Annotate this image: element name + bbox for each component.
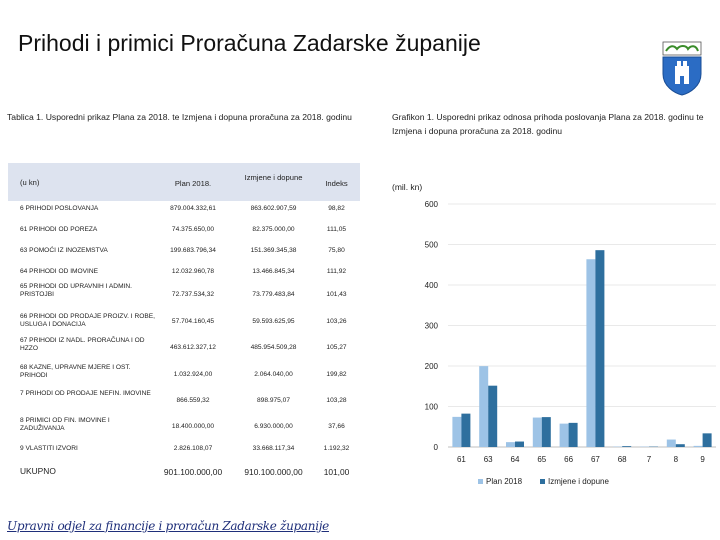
bar-plan-61 xyxy=(452,417,461,447)
row-name: 6 PRIHODI POSLOVANJA xyxy=(20,205,99,212)
y-tick-label: 300 xyxy=(424,321,438,331)
row-index: 37,66 xyxy=(328,423,345,430)
y-tick-label: 0 xyxy=(433,443,438,452)
bar-izmjene-8 xyxy=(676,444,685,447)
row-index: 111,05 xyxy=(326,226,347,233)
row-plan: 199.683.796,34 xyxy=(170,247,216,254)
row-changes: 898.975,07 xyxy=(256,397,290,404)
row-changes: 73.779.483,84 xyxy=(252,291,295,298)
x-tick-label: 7 xyxy=(646,455,652,464)
header-unit: (u kn) xyxy=(20,178,40,187)
total-index: 101,00 xyxy=(323,467,350,477)
y-tick-label: 600 xyxy=(424,200,438,209)
row-name: 61 PRIHODI OD POREZA xyxy=(20,226,98,233)
table-caption: Tablica 1. Usporedni prikaz Plana za 2018. te Izmjena i dopuna proračuna za 2018. godinu xyxy=(7,112,352,122)
row-changes: 863.602.907,59 xyxy=(250,205,297,212)
bar-plan-64 xyxy=(506,442,515,447)
row-name: 64 PRIHODI OD IMOVINE xyxy=(20,268,99,275)
y-tick-label: 200 xyxy=(424,362,438,371)
row-changes: 13.466.845,34 xyxy=(252,268,295,275)
x-tick-label: 61 xyxy=(456,455,466,464)
row-name: 8 PRIMICI OD FIN. IMOVINE I ZADUŽIVANJA xyxy=(20,417,110,432)
row-plan: 18.400.000,00 xyxy=(171,423,215,430)
bar-izmjene-65 xyxy=(542,417,551,447)
x-tick-label: 67 xyxy=(590,455,600,464)
row-plan: 74.375.650,00 xyxy=(171,226,215,233)
bar-izmjene-61 xyxy=(461,414,470,447)
row-plan: 57.704.160,45 xyxy=(171,318,215,325)
total-plan: 901.100.000,00 xyxy=(163,467,223,477)
x-tick-label: 64 xyxy=(510,455,520,464)
x-tick-label: 8 xyxy=(673,455,679,464)
x-tick-label: 63 xyxy=(483,455,493,464)
row-name: 67 PRIHODI IZ NADL. PRORAČUNA I OD HZZO xyxy=(20,337,145,352)
row-changes: 151.369.345,38 xyxy=(250,247,297,254)
row-index: 199,82 xyxy=(326,371,347,378)
bar-izmjene-66 xyxy=(569,423,578,447)
bar-izmjene-64 xyxy=(515,442,524,447)
row-name: 63 POMOĆI IZ INOZEMSTVA xyxy=(20,247,108,254)
x-tick-label: 66 xyxy=(564,455,574,464)
footer-department: Upravni odjel za financije i proračun Zadarske županije xyxy=(7,519,329,533)
bar-plan-66 xyxy=(560,424,569,447)
bar-izmjene-67 xyxy=(595,250,604,447)
row-name: 65 PRIHODI OD UPRAVNIH I ADMIN. PRISTOJBI xyxy=(20,283,132,298)
header-changes: Izmjene i dopune xyxy=(244,173,303,182)
row-plan: 866.559,32 xyxy=(176,397,210,404)
row-changes: 82.375.000,00 xyxy=(252,226,295,233)
bar-plan-63 xyxy=(479,366,488,447)
row-changes: 485.954.509,28 xyxy=(250,344,297,351)
header-plan: Plan 2018. xyxy=(174,179,212,188)
row-index: 103,26 xyxy=(326,318,347,325)
row-changes: 59.593.625,95 xyxy=(252,318,295,325)
legend-label: Izmjene i dopune xyxy=(548,477,609,486)
row-changes: 6.930.000,00 xyxy=(254,423,293,430)
bar-plan-9 xyxy=(694,446,703,447)
row-index: 1.192,32 xyxy=(323,445,350,452)
x-tick-label: 68 xyxy=(617,455,627,464)
row-plan: 72.737.534,32 xyxy=(171,291,215,298)
row-plan: 2.826.108,07 xyxy=(173,445,213,452)
y-tick-label: 400 xyxy=(424,281,438,290)
y-unit-label: (mil. kn) xyxy=(392,182,423,192)
row-index: 101,43 xyxy=(326,291,347,298)
x-tick-label: 65 xyxy=(537,455,547,464)
bar-plan-8 xyxy=(667,440,676,447)
bar-izmjene-63 xyxy=(488,386,497,447)
legend-swatch xyxy=(478,479,483,484)
row-index: 105,27 xyxy=(326,344,347,351)
bar-plan-65 xyxy=(533,418,542,447)
bar-plan-67 xyxy=(586,259,595,447)
row-name: 7 PRIHODI OD PRODAJE NEFIN. IMOVINE xyxy=(20,390,151,397)
row-plan: 463.612.327,12 xyxy=(170,344,216,351)
row-name: 68 KAZNE, UPRAVNE MJERE I OST. PRIHODI xyxy=(20,364,131,379)
row-name: 66 PRIHODI OD PRODAJE PROIZV. I ROBE, USLUGA I DONACIJA xyxy=(20,313,155,328)
total-changes: 910.100.000,00 xyxy=(244,467,303,477)
row-plan: 12.032.960,78 xyxy=(171,268,215,275)
legend-swatch xyxy=(540,479,545,484)
x-tick-label: 9 xyxy=(700,455,705,464)
row-index: 75,80 xyxy=(328,247,345,254)
row-plan: 1.032.924,00 xyxy=(173,371,213,378)
row-index: 103,28 xyxy=(326,397,347,404)
y-tick-label: 500 xyxy=(424,240,438,250)
chart-caption: Grafikon 1. Usporedni prikaz odnosa prihoda poslovanja Plana za 2018. godinu te Izmjena i dopuna proračuna za 2018. godinu xyxy=(392,112,704,136)
row-index: 111,92 xyxy=(326,268,347,275)
bar-izmjene-68 xyxy=(622,446,631,447)
row-name: 9 VLASTITI IZVORI xyxy=(20,445,78,452)
bar-izmjene-9 xyxy=(703,433,712,447)
header-index: Indeks xyxy=(325,179,348,188)
y-tick-label: 100 xyxy=(424,402,438,412)
row-plan: 879.004.332,61 xyxy=(170,205,216,212)
row-changes: 2.064.040,00 xyxy=(254,371,293,378)
page-title: Prihodi i primici Proračuna Zadarske županije xyxy=(18,30,481,56)
row-changes: 33.668.117,34 xyxy=(252,445,295,452)
row-index: 98,82 xyxy=(328,205,345,212)
total-label: UKUPNO xyxy=(20,466,56,476)
legend-label: Plan 2018 xyxy=(486,477,523,486)
